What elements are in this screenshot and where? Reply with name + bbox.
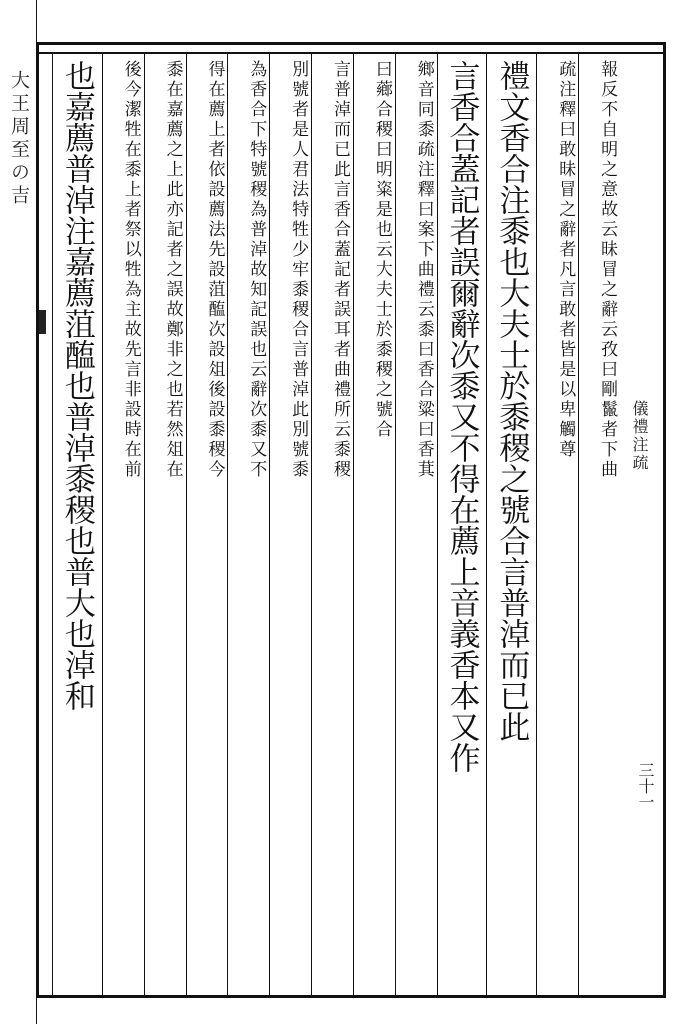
column-rule	[486, 54, 487, 996]
text-column-10: 得在薦上者依設薦法先設菹醢次設俎後設黍稷今	[204, 60, 225, 480]
column-rule	[102, 54, 103, 996]
text-column-6: 曰薌合稷曰明粢是也云大夫士於黍稷之號合	[371, 60, 392, 440]
text-column-3: 禮文香合注黍也大夫士於黍稷之號合言普淖而已此	[493, 60, 530, 742]
column-rule	[437, 54, 438, 996]
text-column-1: 報反不自明之意故云昧冒之辭云孜曰剛鬣者下曲	[597, 60, 618, 480]
text-column-4: 言香合蓋記者誤爾辭次黍又不得在薦上音義香本又作	[443, 60, 480, 773]
page-number: 三十一	[636, 762, 655, 810]
side-title: 儀禮注疏	[630, 400, 649, 472]
column-rule	[269, 54, 270, 996]
column-rule	[536, 54, 537, 996]
column-rule	[395, 54, 396, 996]
top-inner-rule	[36, 52, 666, 54]
text-column-12: 後今潔牲在黍上者祭以牲為主故先言非設時在前	[120, 60, 141, 480]
text-column-13: 也嘉薦普淖注嘉薦菹醢也普淖黍稷也普大也淖和	[58, 60, 95, 711]
column-rule	[52, 54, 53, 996]
text-column-11: 黍在嘉薦之上此亦記者之誤故鄭非之也若然俎在	[162, 60, 183, 480]
left-margin-strip	[0, 0, 37, 1024]
text-column-8: 別號者是人君法特牲少牢黍稷合言普淖此別號黍	[288, 60, 309, 480]
text-column-7: 言普淖而已此言香合蓋記者誤耳者曲禮所云黍稷	[330, 60, 350, 480]
column-rule	[186, 54, 187, 996]
column-rule	[144, 54, 145, 996]
margin-text: 大王周至の吉	[8, 70, 30, 208]
column-rule	[353, 54, 354, 996]
column-rule	[311, 54, 312, 996]
column-rule	[578, 54, 579, 996]
text-column-9: 為香合下特號稷為普淖故知記誤也云辭次黍又不	[246, 60, 267, 480]
column-rule	[227, 54, 228, 996]
text-column-5: 鄉音同黍疏注釋曰案下曲禮云黍曰香合粱曰香萁	[413, 60, 434, 480]
text-column-2: 疏注釋曰敢昧冒之辭者凡言敢者皆是以卑觸尊	[555, 60, 576, 460]
